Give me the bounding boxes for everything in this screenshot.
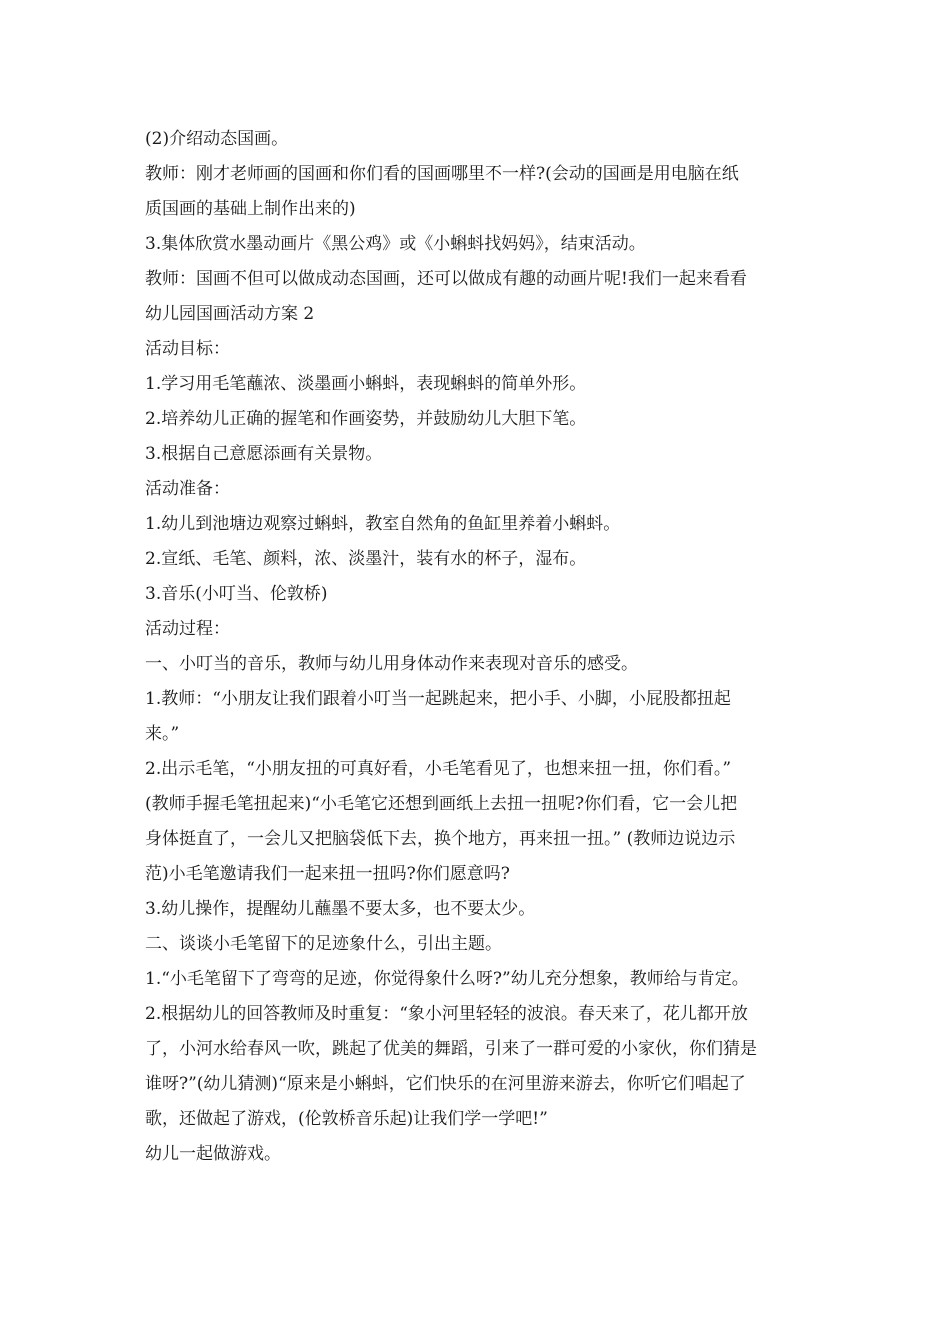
text-line: 1.学习用毛笔蘸浓、淡墨画小蝌蚪，表现蝌蚪的简单外形。 bbox=[145, 374, 587, 394]
section-heading: 活动准备： bbox=[145, 479, 230, 499]
text-line: 身体挺直了，一会儿又把脑袋低下去，换个地方，再来扭一扭。” (教师边说边示 bbox=[145, 829, 736, 849]
text-line: (教师手握毛笔扭起来)“小毛笔它还想到画纸上去扭一扭呢?你们看，它一会儿把 bbox=[145, 794, 738, 814]
document-body bbox=[145, 122, 810, 1172]
text-line: 2.培养幼儿正确的握笔和作画姿势，并鼓励幼儿大胆下笔。 bbox=[145, 409, 587, 429]
text-line: 教师：国画不但可以做成动态国画，还可以做成有趣的动画片呢!我们一起来看看 bbox=[145, 269, 747, 289]
text-line: 3.幼儿操作，提醒幼儿蘸墨不要太多，也不要太少。 bbox=[145, 899, 536, 919]
text-line: 谁呀?”(幼儿猜测)“原来是小蝌蚪，它们快乐的在河里游来游去，你听它们唱起了 bbox=[145, 1074, 746, 1094]
text-line: 歌，还做起了游戏，(伦敦桥音乐起)让我们学一学吧!” bbox=[145, 1109, 548, 1129]
text-line: 3.音乐(小叮当、伦敦桥) bbox=[145, 584, 328, 604]
text-line: 2.出示毛笔，“小朋友扭的可真好看，小毛笔看见了，也想来扭一扭，你们看。” bbox=[145, 759, 732, 779]
text-line: 来。” bbox=[145, 724, 180, 744]
text-line: 一、小叮当的音乐，教师与幼儿用身体动作来表现对音乐的感受。 bbox=[145, 654, 638, 674]
text-line: 1.幼儿到池塘边观察过蝌蚪，教室自然角的鱼缸里养着小蝌蚪。 bbox=[145, 514, 621, 534]
text-line: 3.根据自己意愿添画有关景物。 bbox=[145, 444, 383, 464]
text-line: 1.教师：“小朋友让我们跟着小叮当一起跳起来，把小手、小脚，小屁股都扭起 bbox=[145, 689, 731, 709]
text-line: 二、谈谈小毛笔留下的足迹象什么，引出主题。 bbox=[145, 934, 502, 954]
text-line: 2.宣纸、毛笔、颜料，浓、淡墨汁，装有水的杯子，湿布。 bbox=[145, 549, 587, 569]
section-heading: 活动目标： bbox=[145, 339, 230, 359]
text-line: (2)介绍动态国画。 bbox=[145, 129, 289, 149]
text-line: 幼儿一起做游戏。 bbox=[145, 1144, 281, 1164]
text-line: 2.根据幼儿的回答教师及时重复：“象小河里轻轻的波浪。春天来了，花儿都开放 bbox=[145, 1004, 748, 1024]
text-line: 范)小毛笔邀请我们一起来扭一扭吗?你们愿意吗? bbox=[145, 864, 510, 884]
text-line: 教师：刚才老师画的国画和你们看的国画哪里不一样?(会动的国画是用电脑在纸 bbox=[145, 164, 739, 184]
text-line: 3.集体欣赏水墨动画片《黑公鸡》或《小蝌蚪找妈妈》，结束活动。 bbox=[145, 234, 646, 254]
section-title: 幼儿园国画活动方案 2 bbox=[145, 304, 315, 324]
text-line: 1.“小毛笔留下了弯弯的足迹，你觉得象什么呀?”幼儿充分想象，教师给与肯定。 bbox=[145, 969, 749, 989]
text-line: 质国画的基础上制作出来的) bbox=[145, 199, 356, 219]
section-heading: 活动过程： bbox=[145, 619, 230, 639]
text-line: 了，小河水给春风一吹，跳起了优美的舞蹈，引来了一群可爱的小家伙，你们猜是 bbox=[145, 1039, 757, 1059]
